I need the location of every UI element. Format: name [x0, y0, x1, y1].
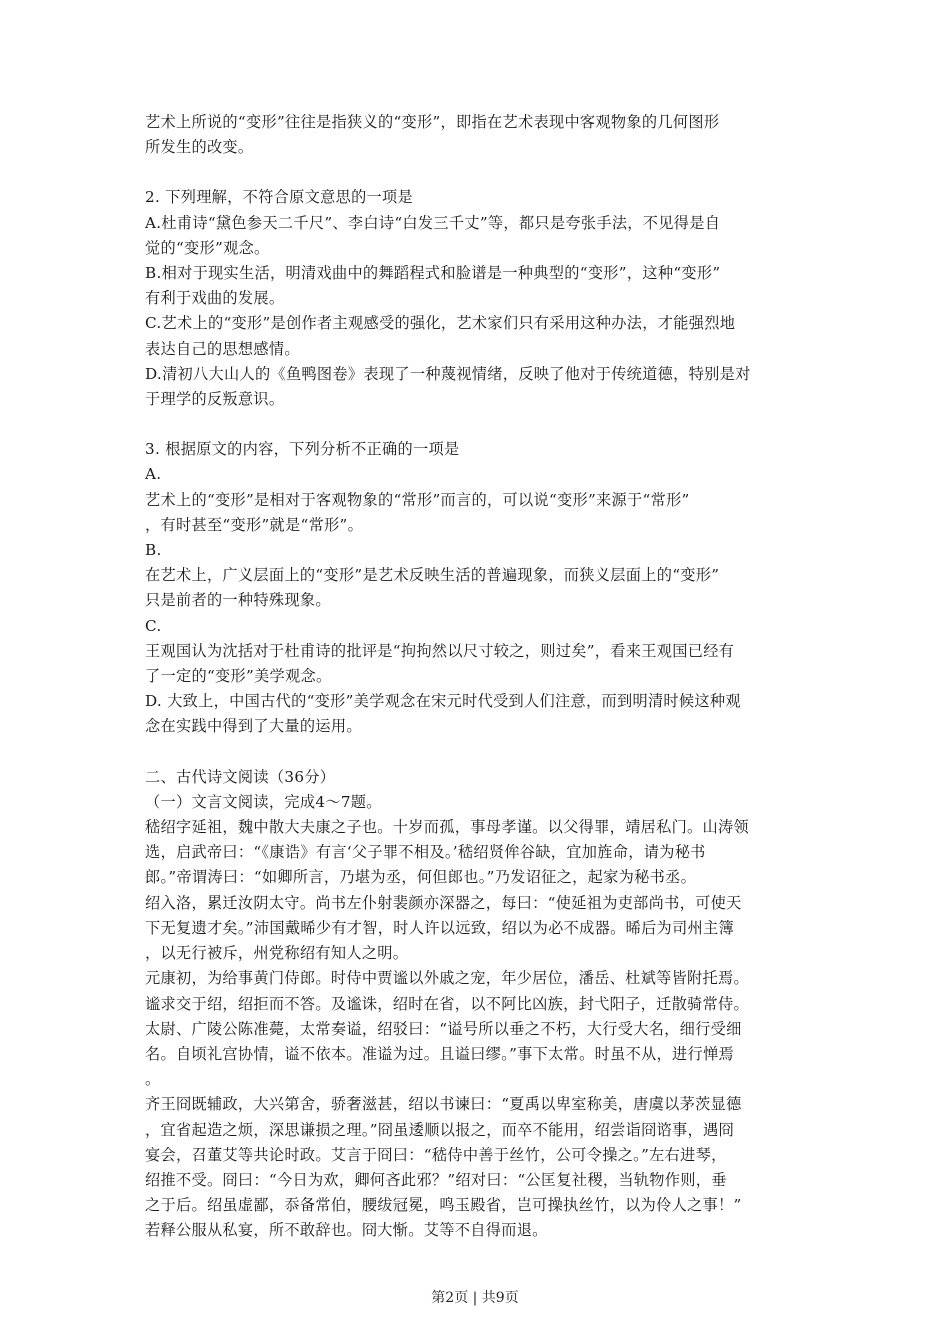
question-3	[145, 437, 810, 739]
option-line: C.	[145, 616, 162, 635]
text-line: 艺术上所说的“变形”往往是指狭义的“变形”，即指在艺术表现中客观物象的几何图形	[145, 113, 720, 131]
text-line: 宴会，召董艾等共论时政。艾言于冏曰：“嵇侍中善于丝竹，公可令操之。”左右进琴，	[145, 1145, 727, 1164]
text-line: 齐王冏既辅政，大兴第舍，骄奢滋甚，绍以书谏曰：“夏禹以卑室称美，唐虞以茅茨显德	[145, 1095, 742, 1114]
option-line: 了一定的“变形”美学观念。	[145, 667, 332, 686]
option-line: 有利于戏曲的发展。	[145, 289, 285, 308]
text-line: 若释公服从私宴，所不敢辞也。冏大惭。艾等不自得而退。	[145, 1221, 548, 1240]
option-line: 艺术上的“变形”是相对于客观物象的“常形”而言的，可以说“变形”来源于“常形”	[145, 490, 690, 509]
option-line: 于理学的反叛意识。	[145, 390, 285, 409]
text-line: 郎。”帝谓涛曰：“如卿所言，乃堪为丞，何但郎也。”乃发诏征之，起家为秘书丞。	[145, 868, 697, 887]
section-heading: 二、古代诗文阅读（36分）	[145, 767, 336, 786]
option-line: ，有时甚至“变形”就是“常形”。	[145, 515, 364, 534]
text-line: 绍入洛，累迁汝阴太守。尚书左仆射裴颜亦深器之，每曰：“使延祖为吏部尚书，可使天	[145, 893, 742, 912]
section-subheading: （一）文言文阅读，完成4～7题。	[145, 792, 382, 811]
text-line: 绍推不受。冏曰：“今日为欢，卿何吝此邪？”绍对曰：“公匡复社稷，当轨物作则，垂	[145, 1170, 727, 1189]
text-line: 嵇绍字延祖，魏中散大夫康之子也。十岁而孤，事母孝谨。以父得罪，靖居私门。山涛领	[145, 818, 750, 837]
text-line: 谧求交于绍，绍拒而不答。及谧诛，绍时在省，以不阿比凶族，封弋阳子，迁散骑常侍。	[145, 994, 750, 1013]
text-line: ，宜省起造之烦，深思谦损之理。”冏虽逶顺以报之，而卒不能用，绍尝诣冏谘事，遇冏	[145, 1120, 734, 1139]
option-line: B.相对于现实生活，明清戏曲中的舞蹈程式和脸谱是一种典型的“变形”，这种“变形”	[145, 264, 721, 283]
text-line: 所发生的改变。	[145, 138, 254, 157]
text-line: 之于后。绍虽虚鄙，忝备常伯，腰绂冠冕，鸣玉殿省，岂可操执丝竹，以为伶人之事！”	[145, 1196, 742, 1215]
section-classical-reading	[145, 765, 810, 1244]
text-line: 下无复遗才矣。”沛国戴晞少有才智，时人许以远致，绍以为必不成器。晞后为司州主簿	[145, 918, 734, 937]
page-footer: 第2页 | 共9页	[431, 1290, 519, 1306]
intro-paragraph	[145, 110, 810, 160]
page-content	[145, 110, 810, 1244]
text-line: 名。自顷礼宫协情，谥不依本。准谥为过。且谥曰缪。”事下太常。时虽不从，进行惮焉	[145, 1044, 734, 1063]
text-line: 元康初，为给事黄门侍郎。时侍中贾谧以外戚之宠，年少居位，潘岳、杜斌等皆附托焉。	[145, 969, 750, 988]
option-line: D. 大致上，中国古代的“变形”美学观念在宋元时代受到人们注意，而到明清时候这种观	[145, 692, 741, 711]
option-line: 只是前者的一种特殊现象。	[145, 591, 331, 610]
question-2	[145, 185, 810, 412]
option-line: C.艺术上的“变形”是创作者主观感受的强化，艺术家们只有采用这种办法，才能强烈地	[145, 314, 736, 333]
text-line: ，以无行被斥，州党称绍有知人之明。	[145, 944, 409, 963]
option-line: 觉的“变形”观念。	[145, 238, 270, 257]
question-stem: 3. 根据原文的内容，下列分析不正确的一项是	[145, 440, 460, 459]
text-line: 。	[145, 1070, 161, 1089]
option-line: 王观国认为沈括对于杜甫诗的批评是“拘拘然以尺寸较之，则过矣”，看来王观国已经有	[145, 641, 735, 660]
text-line: 选，启武帝曰：“《康诰》有言‘父子罪不相及。’嵇绍贤侔谷缺，宜加旌命，请为秘书	[145, 843, 706, 862]
option-line: 念在实践中得到了大量的运用。	[145, 717, 362, 736]
option-line: D.清初八大山人的《鱼鸭图卷》表现了一种蔑视情绪，反映了他对于传统道德，特别是对	[145, 364, 751, 383]
text-line: 太尉、广陵公陈准薨，太常奏谥，绍驳曰：“谥号所以垂之不朽，大行受大名，细行受细	[145, 1019, 742, 1038]
option-line: B.	[145, 541, 162, 560]
option-line: A.	[145, 465, 162, 484]
option-line: 在艺术上，广义层面上的“变形”是艺术反映生活的普遍现象，而狭义层面上的“变形”	[145, 566, 720, 585]
option-line: 表达自己的思想感情。	[145, 339, 300, 358]
option-line: A.杜甫诗“黛色参天二千尺”、李白诗“白发三千丈”等，都只是夸张手法，不见得是自	[145, 213, 721, 232]
question-stem: 2. 下列理解，不符合原文意思的一项是	[145, 188, 414, 207]
